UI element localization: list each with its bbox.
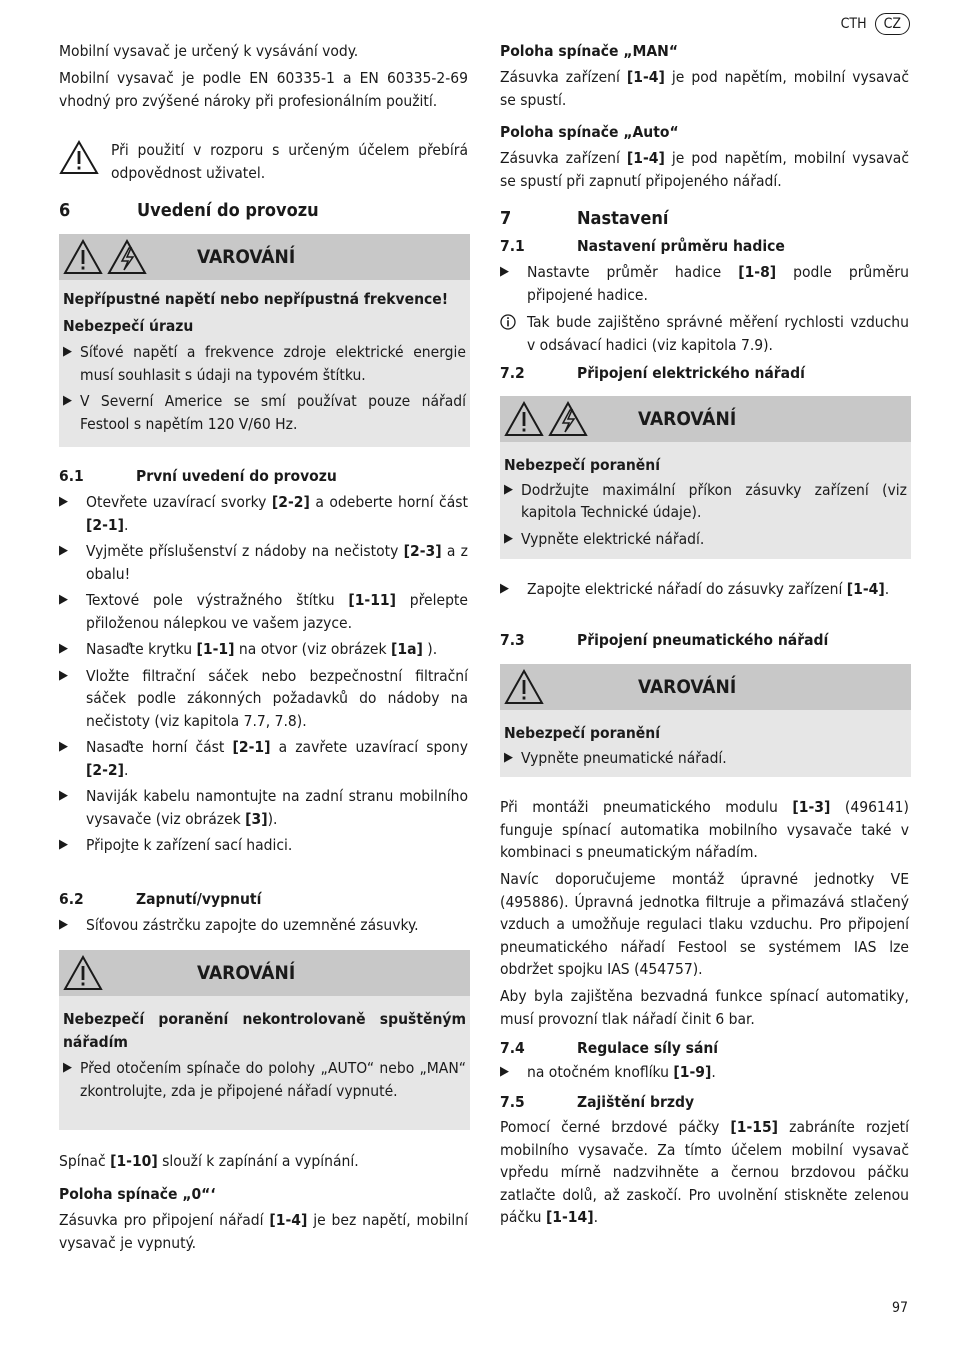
list-item: ▶ Nasaďte krytku [1-1] na otvor (viz obrázek [1a] ). [59,638,468,661]
warning-box-header [500,396,911,442]
brake-paragraph: Pomocí černé brzdové páčky [1-15] zabráníte rozjetí mobilního vysavače. Za tímto účelem mobilní vysavač vpředu mírně nadzvihněte a černou brzdovou páčku zatlačte dolů, až zaskočí. Pro uvolnění stiskněte zelenou páčku [1-14]. [500,1118,909,1226]
warning-label: VAROVÁNÍ [638,676,737,698]
list-item: ▶ Zapojte elektrické nářadí do zásuvky zařízení [1-4]. [500,578,909,601]
doc-code: CTH [840,16,867,32]
list-item: ▶ Naviják kabelu namontujte na zadní stranu mobilního vysavače (viz obrázek [3]). [59,785,468,830]
warning-box-header [59,234,470,280]
bullet-arrow-icon: ▶ [63,1060,72,1075]
bullet-arrow-icon: ▶ [500,581,509,596]
page-header [841,13,910,36]
bullet-arrow-icon: ▶ [59,837,68,852]
bullet-arrow-icon: ▶ [504,530,513,546]
bullet-arrow-icon: ▶ [59,917,68,932]
bullet-arrow-icon: ▶ [59,641,68,656]
list-item: ▶ na otočném knoflíku [1-9]. [500,1061,909,1084]
bullet-arrow-icon: ▶ [59,494,68,509]
warning-box-uncontrolled-start [59,950,470,1130]
list-item: ▶ Připojte k zařízení sací hadici. [59,834,468,857]
warning-head: Nebezpečí poranění nekontrolovaně spuštěným nářadím [63,1010,466,1051]
bullet-arrow-icon: ▶ [59,667,68,683]
pos0-title: Poloha spínače „0“‘ [59,1185,216,1203]
auto-title: Poloha spínače „Auto“ [500,123,679,141]
warning-item: ▶ Síťové napětí a frekvence zdroje elektrické energie musí souhlasit s údaji na typovém štítku. [63,341,466,386]
bullet-arrow-icon: ▶ [59,592,68,607]
warning-box-header [500,664,911,710]
man-text: Zásuvka zařízení [1-4] je pod napětím, mobilní vysavač se spustí. [500,68,909,109]
section-7-2-heading: 7.2 Připojení elektrického nářadí [500,364,805,382]
warning-box-electric-tool [500,396,911,559]
warning-box-pneumatic-tool [500,664,911,777]
warning-item: ▶ Před otočením spínače do polohy „AUTO“ nebo „MAN“ zkontrolujte, zda je připojené nářadí vypnuté. [63,1057,466,1102]
warning-triangle-icon [63,238,103,283]
page-number: 97 [891,1300,908,1316]
list-item: ▶ Vložte filtrační sáček nebo bezpečnostní filtrační sáček podle zákonných požadavků do nádoby na nečistoty (viz kapitola 7.7, 7.8). [59,665,468,733]
pneumatic-paragraph-2: Navíc doporučujeme montáž úpravné jednotky VE (495886). Úpravná jednotka filtruje a přimazává stlačený vzduch a umožňuje regulaci tlaku vzduchu. Pro připojení pneumatického nářadí Festool se systémem IAS lze obdržet spojku IAS (454757). [500,870,909,978]
list-item: ▶ Textové pole výstražného štítku [1-11] přelepte přiloženou nálepkou ve vašem jazyce. [59,589,468,634]
section-7-heading: 7 Nastavení [500,208,669,229]
section-6-2-heading: 6.2 Zapnutí/vypnutí [59,890,262,908]
section-6-1-list [59,491,468,857]
warning-item: ▶ Dodržujte maximální příkon zásuvky zařízení (viz kapitola Technické údaje). [504,479,907,524]
bullet-arrow-icon: ▶ [59,788,68,803]
switch-text: Spínač [1-10] slouží k zapínání a vypínání. [59,1152,359,1170]
warning-triangle-icon [59,139,111,184]
warning-triangle-icon [504,400,544,445]
section-7-3-heading: 7.3 Připojení pneumatického nářadí [500,631,829,649]
bullet-arrow-icon: ▶ [500,1064,509,1079]
intro-line-1: Mobilní vysavač je určený k vysávání vody. [59,42,359,60]
warning-head: Nebezpečí poranění [504,724,660,742]
warning-label: VAROVÁNÍ [197,962,296,984]
list-item: ▶ Otevřete uzavírací svorky [2-2] a odeberte horní část [2-1]. [59,491,468,536]
warning-label: VAROVÁNÍ [638,408,737,430]
warning-box-voltage [59,234,470,447]
bullet-arrow-icon: ▶ [504,481,513,497]
bullet-arrow-icon: ▶ [59,543,68,558]
warning-head-1: Nepřípustné napětí nebo nepřípustná frekvence! [63,290,449,308]
list-item: ▶ Síťovou zástrčku zapojte do uzemněné zásuvky. [59,914,468,937]
bullet-arrow-icon: ▶ [500,264,509,279]
pneumatic-paragraph-3: Aby byla zajištěna bezvadná funkce spínací automatiky, musí provozní tlak nářadí činit 6 bar. [500,987,909,1028]
bullet-arrow-icon: ▶ [63,344,72,359]
list-item: ▶ Vyjměte příslušenství z nádoby na nečistoty [2-3] a z obalu! [59,540,468,585]
section-7-5-heading: 7.5 Zajištění brzdy [500,1093,695,1111]
section-7-1-heading: 7.1 Nastavení průměru hadice [500,237,785,255]
language-badge: CZ [875,13,910,35]
info-note: Tak bude zajištěno správné měření rychlosti vzduchu v odsávací hadici (viz kapitola 7.9). [500,311,909,356]
electric-hazard-icon [107,238,147,283]
warning-item: ▶ Vypněte elektrické nářadí. [504,528,907,551]
list-item: ▶ Nasaďte horní část [2-1] a zavřete uzavírací spony [2-2]. [59,736,468,781]
warning-head: Nebezpečí poranění [504,456,660,474]
man-title: Poloha spínače „MAN“ [500,42,678,60]
intro-warning-text: Při použití v rozporu s určeným účelem přebírá odpovědnost uživatel. [111,141,468,182]
intro-line-2: Mobilní vysavač je podle EN 60335-1 a EN 60335-2-69 vhodný pro zvýšené nároky při profesionálním použití. [59,69,468,110]
auto-text: Zásuvka zařízení [1-4] je pod napětím, mobilní vysavač se spustí při zapnutí připojeného nářadí. [500,149,909,190]
electric-hazard-icon [548,400,588,445]
pos0-text: Zásuvka pro připojení nářadí [1-4] je bez napětí, mobilní vysavač je vypnutý. [59,1211,468,1252]
warning-item: ▶ Vypněte pneumatické nářadí. [504,747,907,770]
warning-item: ▶ V Severní Americe se smí používat pouze nářadí Festool s napětím 120 V/60 Hz. [63,390,466,435]
bullet-arrow-icon: ▶ [63,393,72,408]
pneumatic-paragraph-1: Při montáži pneumatického modulu [1-3] (496141) funguje spínací automatika mobilního vysavače také v kombinaci s pneumatickým nářadím. [500,798,909,861]
section-7-4-heading: 7.4 Regulace síly sání [500,1039,719,1057]
bullet-arrow-icon: ▶ [59,739,68,754]
warning-triangle-icon [63,954,103,999]
list-item: ▶ Nastavte průměr hadice [1-8] podle průměru připojené hadice. [500,261,909,306]
bullet-arrow-icon: ▶ [504,749,513,765]
warning-label: VAROVÁNÍ [197,246,296,268]
warning-head-2: Nebezpečí úrazu [63,316,194,335]
section-6-1-heading: 6.1 První uvedení do provozu [59,467,337,485]
warning-triangle-icon [504,668,544,713]
section-6-heading: 6 Uvedení do provozu [59,200,319,221]
warning-box-header [59,950,470,996]
intro-warning-note [59,139,468,184]
info-icon [500,311,527,356]
